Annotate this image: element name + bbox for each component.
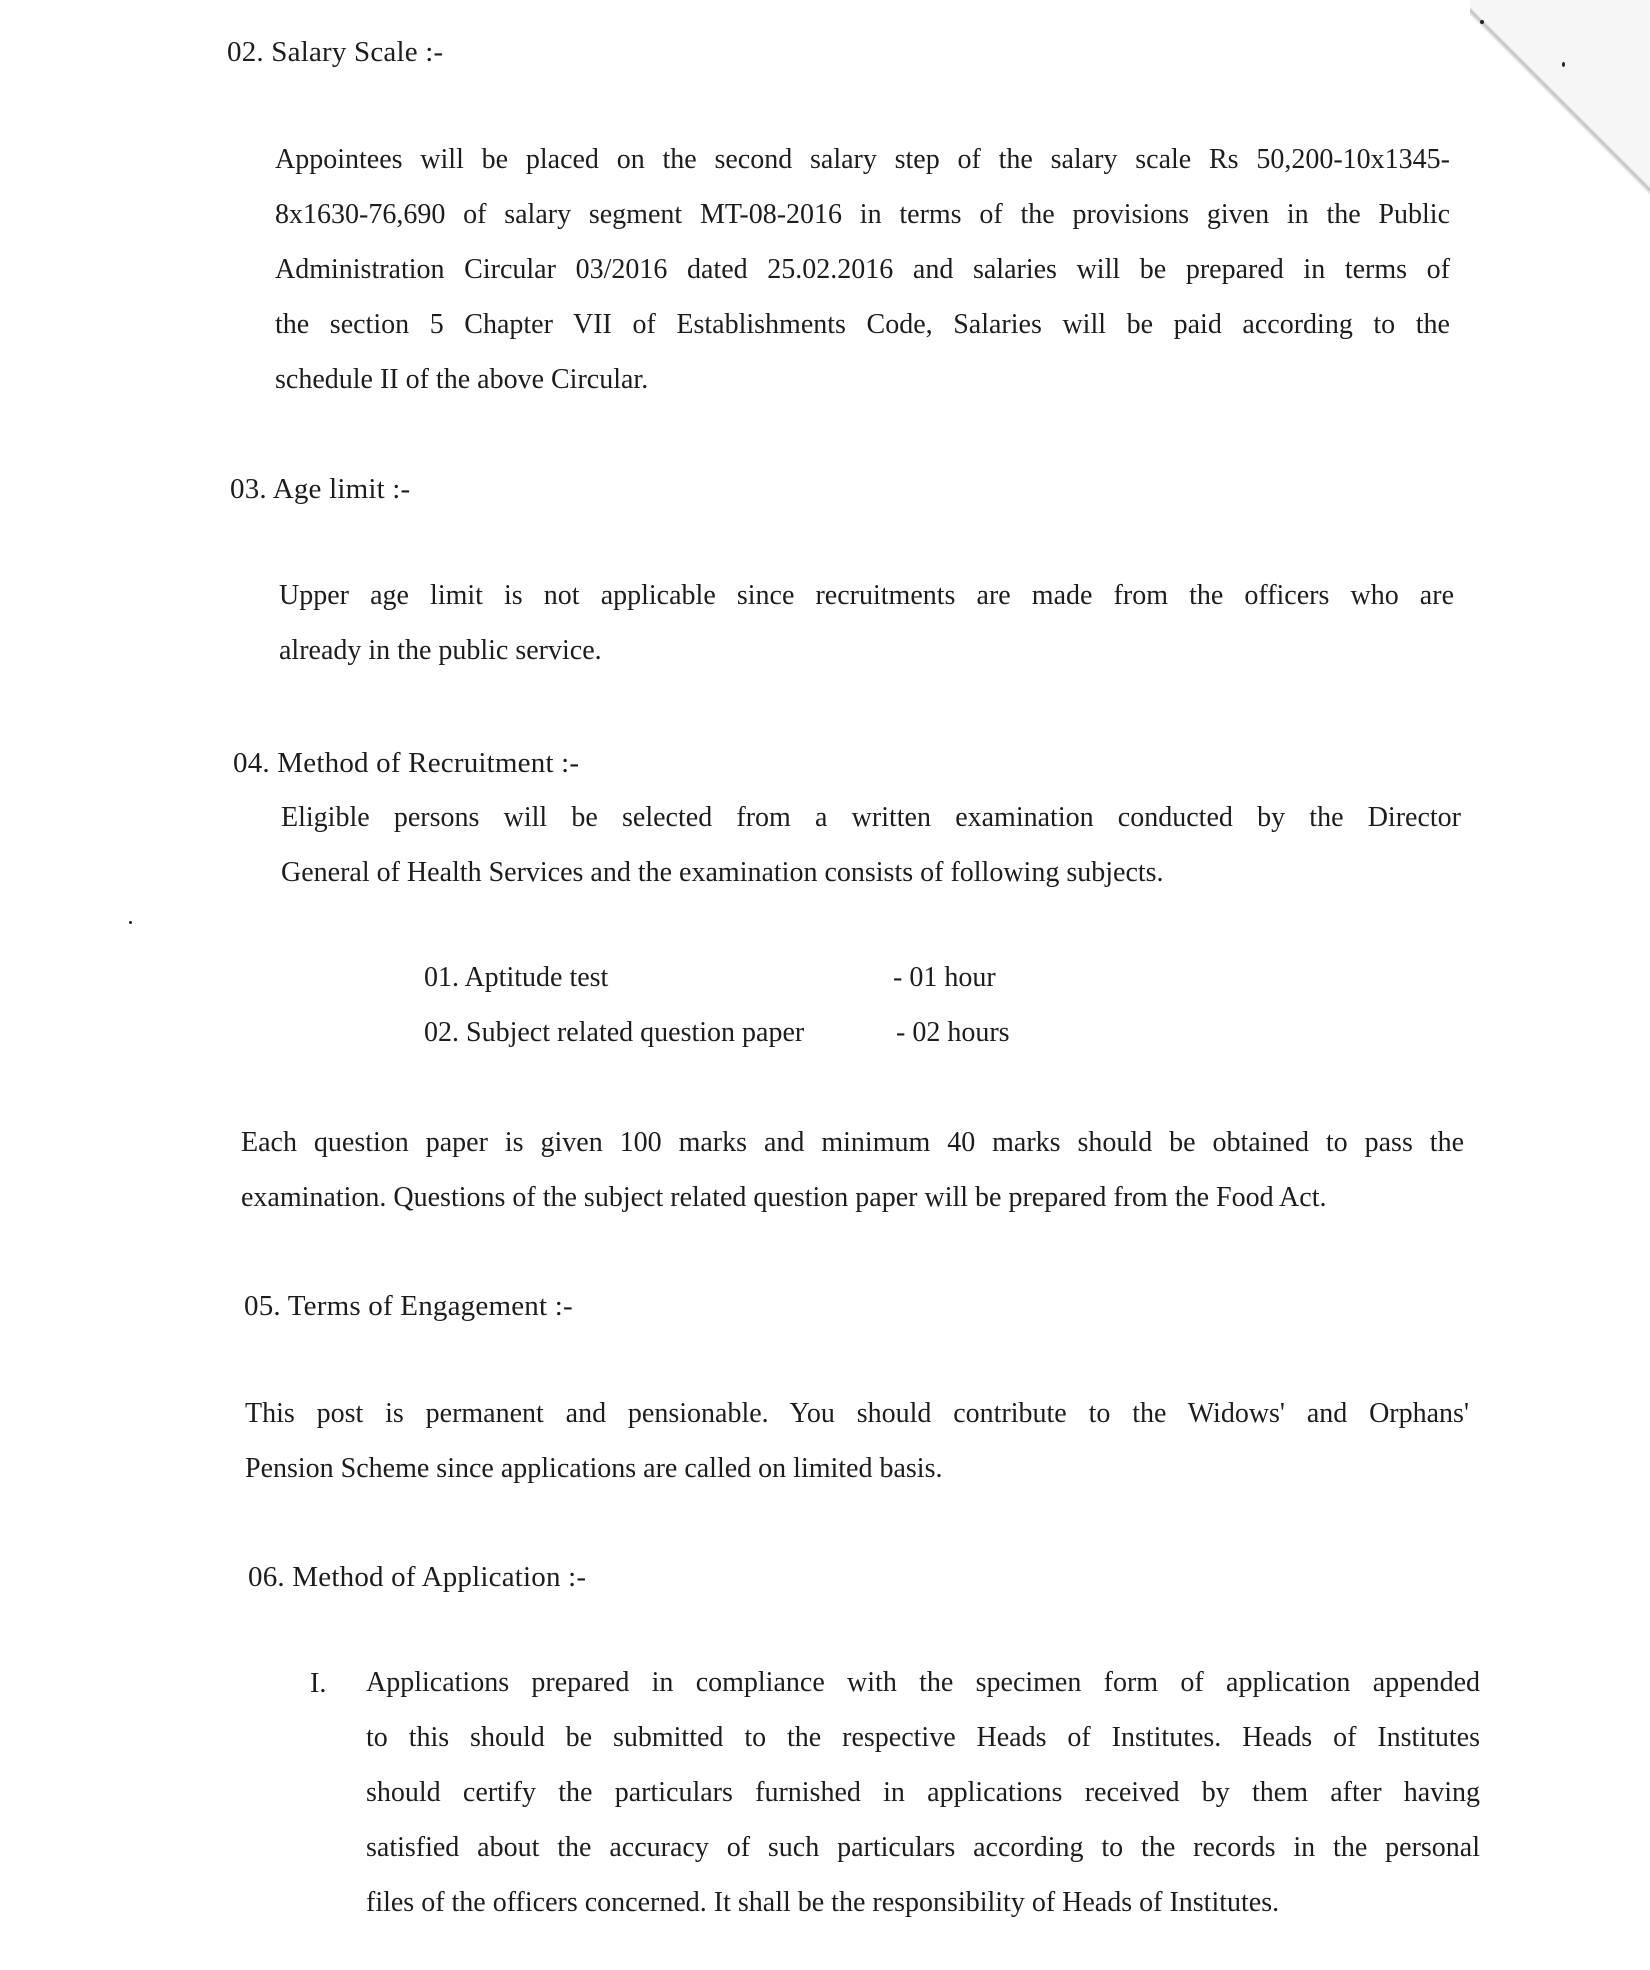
paragraph-line: the section 5 Chapter VII of Establishments Code, Salaries will be paid according to the [275,309,1450,340]
exam-subject-duration: - 01 hour [893,962,996,993]
recruitment-paragraph [281,790,1461,900]
paragraph-line: This post is permanent and pensionable. You should contribute to the Widows' and Orphans' [245,1398,1469,1429]
salary-scale-paragraph [275,132,1450,407]
paragraph-line: Administration Circular 03/2016 dated 25.02.2016 and salaries will be prepared in terms of [275,254,1450,285]
list-item-paragraph [366,1655,1480,1930]
section-heading-terms-of-engagement: 05. Terms of Engagement :- [244,1290,573,1322]
section-heading-salary-scale: 02. Salary Scale :- [227,36,444,68]
paragraph-line: Each question paper is given 100 marks and minimum 40 marks should be obtained to pass the [241,1127,1464,1158]
paragraph-line: already in the public service. [279,635,602,666]
section-heading-method-of-application: 06. Method of Application :- [248,1561,587,1593]
section-heading-age-limit: 03. Age limit :- [230,473,411,505]
folded-corner [1470,0,1650,200]
paragraph-line: General of Health Services and the examination consists of following subjects. [281,857,1164,888]
engagement-paragraph [245,1386,1469,1496]
paragraph-line: files of the officers concerned. It shall be the responsibility of Heads of Institutes. [366,1887,1280,1918]
marks-paragraph [241,1115,1464,1225]
scan-speck [1562,62,1565,67]
paragraph-line: schedule II of the above Circular. [275,364,649,395]
list-marker: I. [310,1668,327,1699]
paragraph-line: to this should be submitted to the respective Heads of Institutes. Heads of Institutes [366,1722,1480,1753]
paragraph-line: Pension Scheme since applications are called on limited basis. [245,1453,943,1484]
paragraph-line: satisfied about the accuracy of such particulars according to the records in the personal [366,1832,1480,1863]
paragraph-line: Eligible persons will be selected from a written examination conducted by the Director [281,802,1461,833]
exam-subject-name: 02. Subject related question paper [424,1017,805,1048]
exam-subject-name: 01. Aptitude test [424,962,609,993]
scan-speck [129,921,132,924]
paragraph-line: 8x1630-76,690 of salary segment MT-08-2016 in terms of the provisions given in the Public [275,199,1450,230]
scan-speck [1480,20,1484,24]
paragraph-line: Upper age limit is not applicable since recruitments are made from the officers who are [279,580,1454,611]
paragraph-line: should certify the particulars furnished in applications received by them after having [366,1777,1480,1808]
paragraph-line: Applications prepared in compliance with the specimen form of application appended [366,1667,1480,1698]
age-limit-paragraph [279,568,1454,678]
paragraph-line: Appointees will be placed on the second salary step of the salary scale Rs 50,200-10x1345- [275,144,1450,175]
exam-subject-duration: - 02 hours [896,1017,1010,1048]
paragraph-line: examination. Questions of the subject related question paper will be prepared from the Food Act. [241,1182,1327,1213]
section-heading-method-of-recruitment: 04. Method of Recruitment :- [233,747,580,779]
